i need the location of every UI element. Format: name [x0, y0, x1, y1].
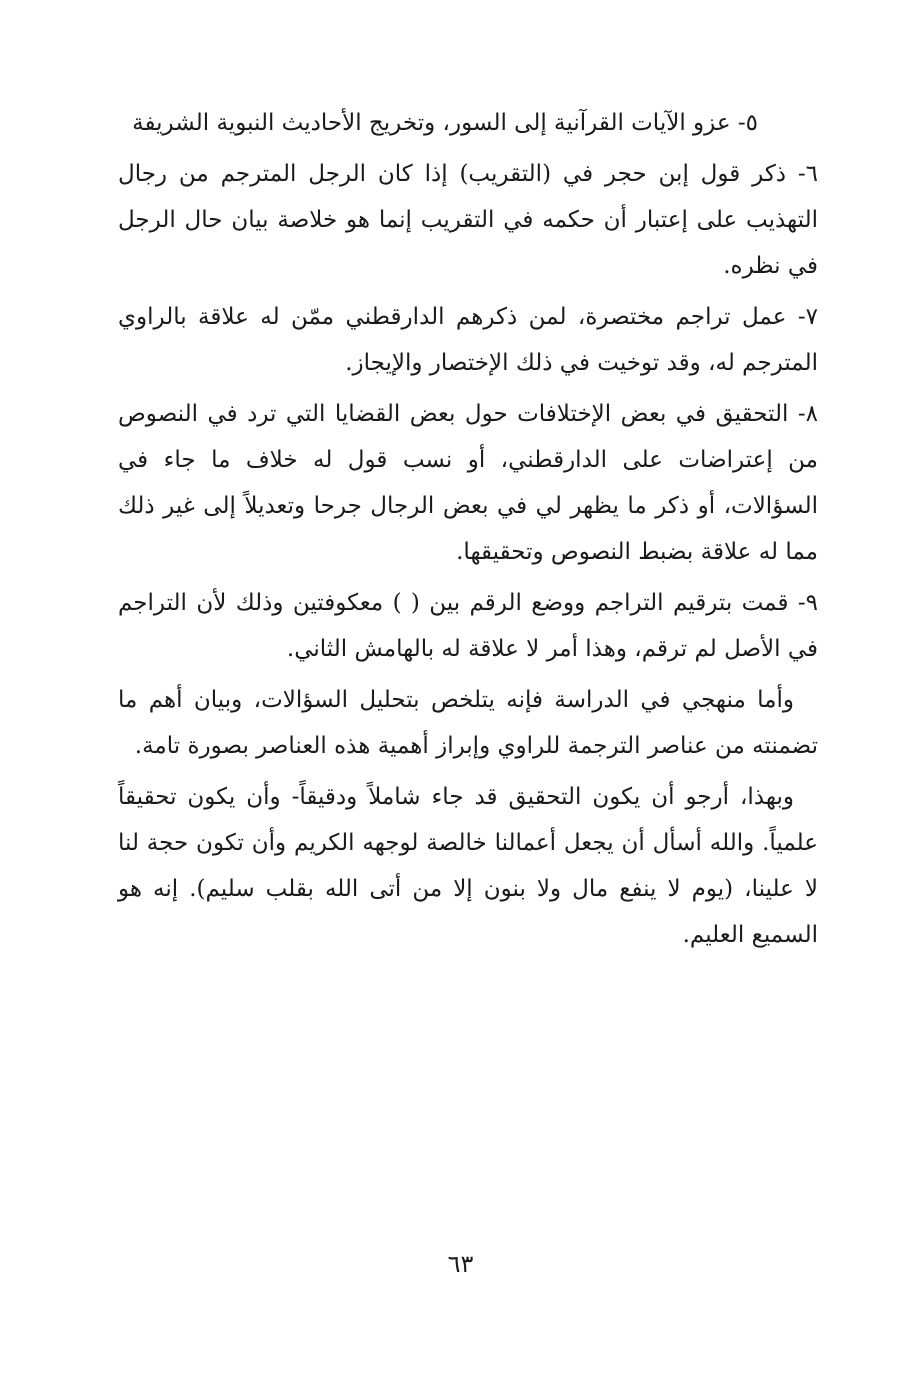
closing-paragraph: وبهذا، أرجو أن يكون التحقيق قد جاء شاملاً ودقيقاً- وأن يكون تحقيقاً علمياً. والله أسأل أن يجعل أعمالنا خالصة لوجهه الكريم وأن تكون حجة لنا لا علينا، (يوم لا ينفع مال ولا بنون إلا من أتى الله بقلب سليم). إنه هو السميع العليم. — [118, 784, 818, 948]
methodology-paragraph: وأما منهجي في الدراسة فإنه يتلخص بتحليل السؤالات، وبيان أهم ما تضمنته من عناصر الترجمة للراوي وإبراز أهمية هذه العناصر بصورة تامة. — [118, 687, 818, 759]
page-number: ٦٣ — [447, 1250, 474, 1278]
body-text — [118, 100, 818, 963]
list-item-8: ٨- التحقيق في بعض الإختلافات حول بعض القضايا التي ترد في النصوص من إعتراضات على الدارقطني، أو نسب قول له خلاف ما جاء في السؤالات، أو ذكر ما يظهر لي في بعض الرجال جرحا وتعديلاً إلى غير ذلك مما له علاقة بضبط النصوص وتحقيقها. — [118, 401, 818, 565]
list-item-5: ٥- عزو الآيات القرآنية إلى السور، وتخريج الأحاديث النبوية الشريفة — [132, 110, 758, 136]
list-item-7: ٧- عمل تراجم مختصرة، لمن ذكرهم الدارقطني ممّن له علاقة بالراوي المترجم له، وقد توخيت في ذلك الإختصار والإيجاز. — [118, 304, 818, 376]
list-item-9: ٩- قمت بترقيم التراجم ووضع الرقم بين ( ) معكوفتين وذلك لأن التراجم في الأصل لم ترقم، وهذا أمر لا علاقة له بالهامش الثاني. — [118, 590, 818, 662]
list-item-6: ٦- ذكر قول إبن حجر في (التقريب) إذا كان الرجل المترجم من رجال التهذيب على إعتبار أن حكمه في التقريب إنما هو خلاصة بيان حال الرجل في نظره. — [118, 161, 818, 279]
